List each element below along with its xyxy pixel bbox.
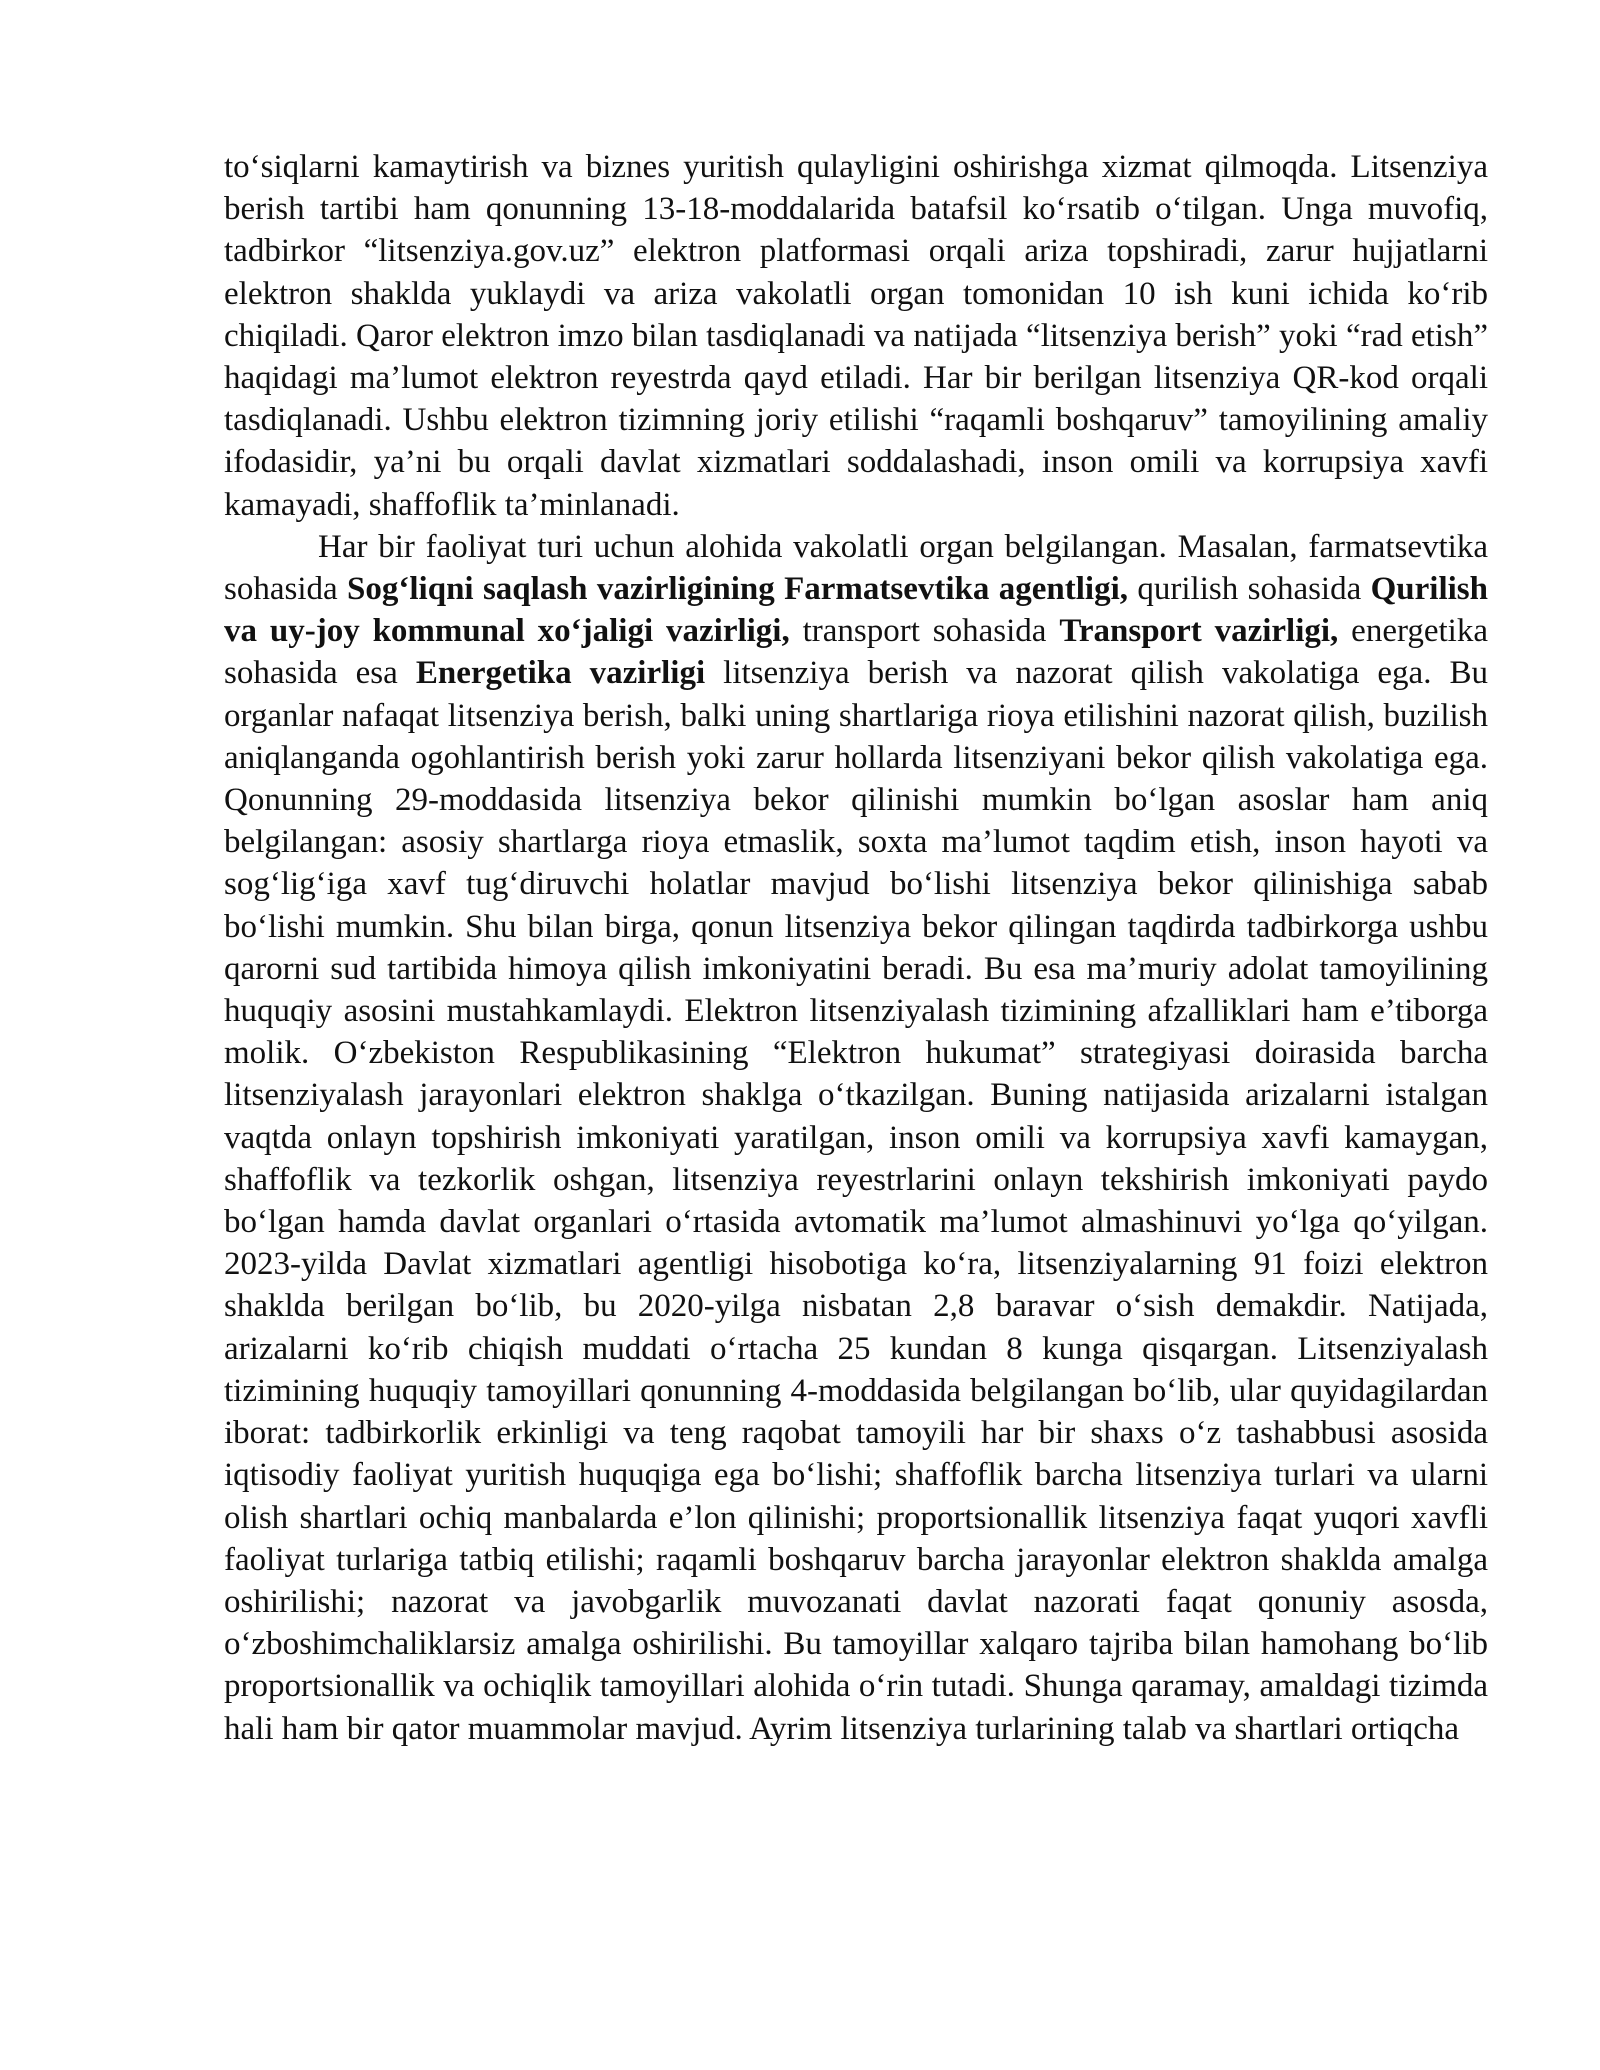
text-run: Har bir faoliyat turi uchun alohida vakolatli organ belgilangan. Masalan, farmatsevtika sohasida [224,528,1488,608]
paragraph-licensing-procedure: to‘siqlarni kamaytirish va biznes yuritish qulayligini oshirishga xizmat qilmoqda. Litsenziya berish tartibi ham qonunning 13-18-moddalarida batafsil ko‘rsatib o‘tilgan. Unga muvofiq, tadbirkor “litsenziya.gov.uz” elektron platformasi orqali ariza topshiradi, zarur hujjatlarni elektron shaklda yuklaydi va ariza vakolatli organ tomonidan 10 ish kuni ichida ko‘rib chiqiladi. Qaror elektron imzo bilan tasdiqlanadi va natijada “litsenziya berish” yoki “rad etish” haqidagi ma’lumot elektron reyestrda qayd etiladi. Har bir berilgan litsenziya QR-kod orqali tasdiqlanadi. Ushbu elektron tizimning joriy etilishi “raqamli boshqaruv” tamoyilining amaliy ifodasidir, ya’ni bu orqali davlat xizmatlari soddalashadi, inson omili va korrupsiya xavfi kamayadi, shaffoflik ta’minlanadi. [224,149,1488,523]
document-page [224,146,1488,1750]
bold-ministry-transport: Transport vazirligi, [1059,613,1339,650]
bold-ministry-energy: Energetika vazirligi [415,655,706,692]
text-run: qurilish sohasida [1128,571,1371,608]
text-run: litsenziya berish va nazorat qilish vakolatiga ega. Bu organlar nafaqat litsenziya berish, balki uning shartlariga rioya etilishini nazorat qilish, buzilish aniqlanganda ogohlantirish berish yoki zarur hollarda litsenziyani bekor qilish vakolatiga ega. Qonunning 29-moddasida litsenziya bekor qilinishi mumkin bo‘lgan asoslar ham aniq belgilangan: asosiy shartlarga rioya etmaslik, soxta ma’lumot taqdim etish, inson hayoti va sog‘lig‘iga xavf tug‘diruvchi holatlar mavjud bo‘lishi litsenziya bekor qilinishiga sabab bo‘lishi mumkin. Shu bilan birga, qonun litsenziya bekor qilingan taqdirda tadbirkorga ushbu qarorni sud tartibida himoya qilish imkoniyatini beradi. Bu esa ma’muriy adolat tamoyilining huquqiy asosini mustahkamlaydi. Elektron litsenziyalash tizimining afzalliklari ham e’tiborga molik. O‘zbekiston Respublikasining “Elektron hukumat” strategiyasi doirasida barcha litsenziyalash jarayonlari elektron shaklga o‘tkazilgan. Buning natijasida arizalarni istalgan vaqtda onlayn topshirish imkoniyati yaratilgan, inson omili va korrupsiya xavfi kamaygan, shaffoflik va tezkorlik oshgan, litsenziya reyestrlarini onlayn tekshirish imkoniyati paydo bo‘lgan hamda davlat organlari o‘rtasida avtomatik ma’lumot almashinuvi yo‘lga qo‘yilgan. 2023-yilda Davlat xizmatlari agentligi hisobotiga ko‘ra, litsenziyalarning 91 foizi elektron shaklda berilgan bo‘lib, bu 2020-yilga nisbatan 2,8 baravar o‘sish demakdir. Natijada, arizalarni ko‘rib chiqish muddati o‘rtacha 25 kundan 8 kunga qisqargan. Litsenziyalash tizimining huquqiy tamoyillari qonunning 4-moddasida belgilangan bo‘lib, ular quyidagilardan iborat: tadbirkorlik erkinligi va teng raqobat tamoyili har bir shaxs o‘z tashabbusi asosida iqtisodiy faoliyat yuritish huquqiga ega bo‘lishi; shaffoflik barcha litsenziya turlari va ularni olish shartlari ochiq manbalarda e’lon qilinishi; proportsionallik litsenziya faqat yuqori xavfli faoliyat turlariga tatbiq etilishi; raqamli boshqaruv barcha jarayonlar elektron shaklda amalga oshirilishi; nazorat va javobgarlik muvozanati davlat nazorati faqat qonuniy asosda, o‘zboshimchaliklarsiz amalga oshirilishi. Bu tamoyillar xalqaro tajriba bilan hamohang bo‘lib proportsionallik va ochiqlik tamoyillari alohida o‘rin tutadi. Shunga qaramay, amaldagi tizimda hali ham bir qator muammolar mavjud. Ayrim litsenziya turlarining talab va shartlari ortiqcha [224,655,1488,1747]
bold-ministry-construction: Qurilish va uy-joy kommunal xo‘jaligi vazirligi, [224,571,1488,650]
paragraph-authorized-bodies [224,526,1488,1750]
bold-ministry-pharmaceutical: Sog‘liqni saqlash vazirligining Farmatsevtika agentligi, [347,571,1129,608]
text-run: transport sohasida [789,613,1060,650]
text-run: energetika sohasida esa [224,613,1488,692]
